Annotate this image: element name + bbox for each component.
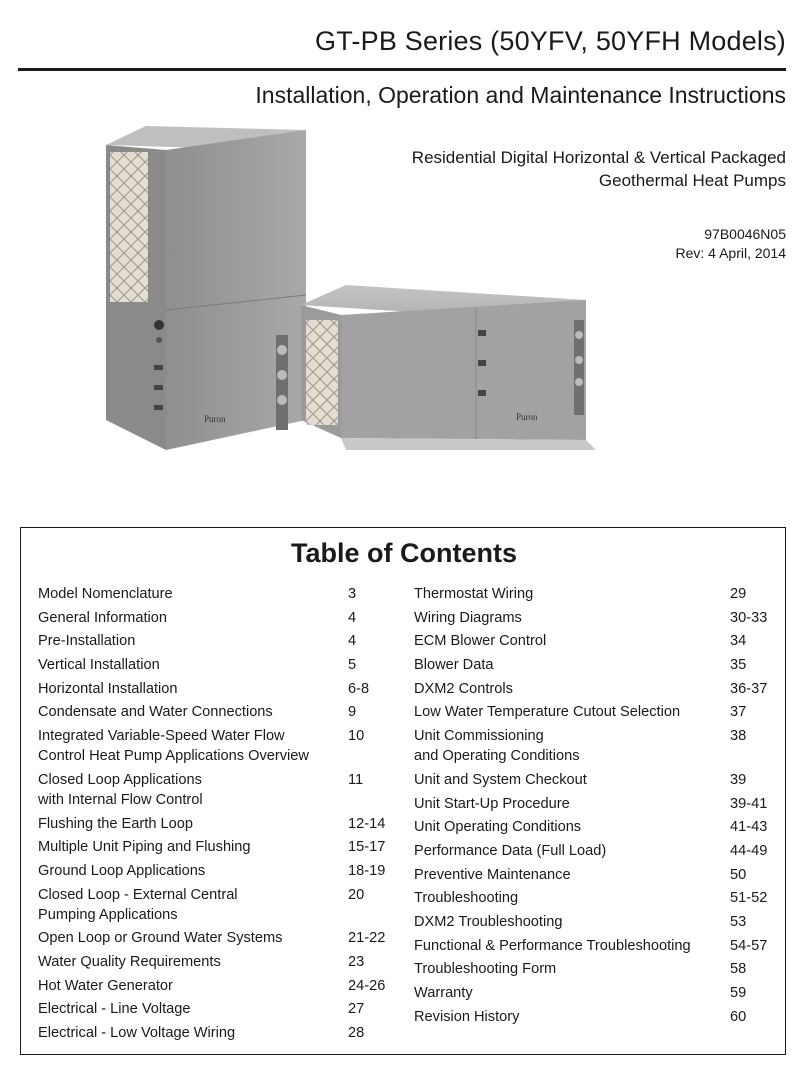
- toc-entry-page: 59: [730, 985, 747, 1001]
- toc-entry-title: [38, 702, 348, 722]
- toc-entry-title: [414, 841, 730, 861]
- toc-entry-title-line: Flushing the Earth Loop: [38, 815, 193, 832]
- toc-entry-page: 3: [348, 586, 357, 602]
- toc-right-column: [414, 584, 774, 1030]
- toc-entry[interactable]: [38, 885, 388, 925]
- toc-entry-page: 27: [348, 1001, 365, 1018]
- toc-entry-page: 23: [348, 953, 365, 970]
- toc-entry-title-line: General Information: [38, 609, 167, 626]
- vertical-unit-image: [106, 126, 306, 450]
- toc-entry[interactable]: [414, 608, 774, 628]
- toc-entry-page: 58: [730, 961, 747, 978]
- toc-entry-title: [414, 655, 730, 675]
- toc-entry[interactable]: [38, 702, 388, 722]
- toc-left-column: [38, 584, 388, 1047]
- toc-entry[interactable]: [414, 631, 774, 651]
- revision-date: Rev: 4 April, 2014: [675, 245, 786, 261]
- toc-entry-title-line: Integrated Variable-Speed Water Flow: [38, 728, 285, 745]
- toc-entry-title-line: Performance Data (Full Load): [414, 842, 607, 859]
- toc-entry-title: [38, 837, 348, 857]
- toc-entry-title-line: Electrical - Low Voltage Wiring: [38, 1025, 236, 1041]
- toc-entry[interactable]: [38, 679, 388, 699]
- toc-entry-page: 39-41: [730, 795, 768, 812]
- toc-entry-title: [414, 959, 730, 979]
- toc-entry[interactable]: [38, 770, 388, 810]
- toc-entry-page: 60: [730, 1008, 747, 1025]
- toc-entry-title: [38, 631, 348, 651]
- toc-entry-page: 54-57: [730, 937, 768, 954]
- toc-entry-page: 29: [730, 586, 747, 602]
- toc-entry[interactable]: [414, 1007, 774, 1027]
- toc-entry-title: [38, 726, 348, 766]
- toc-entry-title: [414, 679, 730, 699]
- toc-entry-title-line: DXM2 Controls: [414, 680, 513, 697]
- toc-entry-title-line: Multiple Unit Piping and Flushing: [38, 839, 251, 856]
- toc-entry-page: 35: [730, 657, 747, 674]
- toc-entry-title-line: Water Quality Requirements: [38, 953, 221, 970]
- toc-entry-title: [414, 702, 730, 722]
- toc-entry-title: [38, 679, 348, 699]
- toc-entry-page: 34: [730, 633, 747, 650]
- toc-entry-page: 4: [348, 633, 357, 650]
- toc-entry[interactable]: [414, 912, 774, 932]
- toc-entry-title: [38, 608, 348, 628]
- brand-label-left: Puron: [204, 414, 226, 424]
- toc-entry-title-line: Vertical Installation: [38, 657, 160, 674]
- toc-entry-page: 50: [730, 866, 747, 883]
- toc-entry-title: [38, 770, 348, 810]
- toc-entry-title: [38, 999, 348, 1019]
- toc-entry[interactable]: [38, 608, 388, 628]
- toc-entry-title-line: Closed Loop - External Central: [38, 886, 238, 903]
- toc-entry[interactable]: [38, 928, 388, 948]
- toc-entry[interactable]: [414, 865, 774, 885]
- toc-entry[interactable]: [414, 983, 774, 1003]
- toc-entry[interactable]: [414, 726, 774, 766]
- air-filter: [110, 152, 148, 302]
- toc-entry[interactable]: [414, 702, 774, 722]
- toc-entry-title-line: Functional & Performance Troubleshooting: [414, 937, 691, 954]
- toc-entry-title-line: Warranty: [414, 985, 473, 1001]
- subtitle-line-2: Geothermal Heat Pumps: [598, 171, 786, 190]
- toc-entry-title-line: and Operating Conditions: [414, 748, 580, 765]
- toc-entry-title: [414, 584, 730, 604]
- toc-entry[interactable]: [414, 817, 774, 837]
- toc-entry-title: [414, 1007, 730, 1027]
- toc-entry-title-line: Troubleshooting Form: [414, 961, 557, 978]
- toc-entry[interactable]: [414, 655, 774, 675]
- toc-entry[interactable]: [38, 814, 388, 834]
- toc-entry-page: 38: [730, 728, 747, 745]
- toc-entry-page: 53: [730, 913, 747, 930]
- toc-entry-page: 18-19: [348, 862, 386, 879]
- header-rule: [18, 68, 786, 71]
- toc-entry-title: [414, 726, 730, 766]
- product-photo: [96, 120, 616, 470]
- toc-entry-page: 6-8: [348, 680, 370, 697]
- toc-entry[interactable]: [38, 584, 388, 604]
- toc-entry-title: [38, 814, 348, 834]
- toc-entry-title: [38, 928, 348, 948]
- toc-entry-title-line: ECM Blower Control: [414, 633, 547, 650]
- toc-entry[interactable]: [414, 679, 774, 699]
- toc-entry-page: 30-33: [730, 609, 768, 626]
- document-title: Installation, Operation and Maintenance Instructions: [255, 82, 786, 108]
- series-title: GT-PB Series (50YFV, 50YFH Models): [315, 26, 786, 56]
- toc-entry-title: [38, 584, 348, 604]
- toc-entry-title-line: Low Water Temperature Cutout Selection: [414, 704, 681, 721]
- toc-entry-title-line: DXM2 Troubleshooting: [414, 913, 563, 930]
- toc-entry-page: 24-26: [348, 977, 386, 994]
- toc-entry[interactable]: [38, 631, 388, 651]
- subtitle-line-1: Residential Digital Horizontal & Vertical Packaged: [411, 148, 786, 167]
- toc-entry-title-line: Horizontal Installation: [38, 680, 178, 697]
- toc-entry-title-line: Unit Commissioning: [414, 728, 544, 745]
- toc-entry[interactable]: [38, 952, 388, 972]
- toc-entry[interactable]: [38, 1023, 388, 1043]
- toc-entry[interactable]: [414, 959, 774, 979]
- toc-entry-title-line: Open Loop or Ground Water Systems: [38, 930, 283, 947]
- toc-entry-title-line: Unit and System Checkout: [414, 771, 587, 788]
- toc-entry-title: [38, 861, 348, 881]
- document-number-block: [675, 225, 786, 263]
- toc-entry-page: 28: [348, 1025, 365, 1041]
- toc-entry-title: [414, 912, 730, 932]
- toc-entry[interactable]: [38, 976, 388, 996]
- toc-entry-title-line: with Internal Flow Control: [38, 791, 203, 808]
- toc-entry-title: [38, 655, 348, 675]
- toc-entry-title: [38, 976, 348, 996]
- toc-entry-page: 15-17: [348, 839, 386, 856]
- toc-entry-title: [414, 983, 730, 1003]
- toc-entry-title-line: Pumping Applications: [38, 906, 178, 923]
- toc-entry[interactable]: [38, 655, 388, 675]
- horizontal-unit-image: [301, 285, 596, 450]
- toc-entry[interactable]: [414, 584, 774, 604]
- toc-entry-title-line: Closed Loop Applications: [38, 771, 202, 788]
- toc-entry[interactable]: [414, 888, 774, 908]
- toc-entry-page: 36-37: [730, 680, 768, 697]
- toc-entry[interactable]: [414, 770, 774, 790]
- toc-heading: Table of Contents: [291, 538, 517, 568]
- toc-entry-title: [414, 608, 730, 628]
- toc-entry[interactable]: [414, 841, 774, 861]
- toc-entry[interactable]: [414, 794, 774, 814]
- toc-entry-page: 11: [348, 771, 364, 788]
- toc-entry-title-line: Preventive Maintenance: [414, 866, 571, 883]
- toc-entry-page: 21-22: [348, 930, 386, 947]
- toc-entry-title: [414, 936, 730, 956]
- toc-entry-page: 44-49: [730, 842, 768, 859]
- toc-entry[interactable]: [38, 999, 388, 1019]
- toc-entry-title: [414, 865, 730, 885]
- toc-entry-page: 20: [348, 886, 365, 903]
- toc-entry-title-line: Troubleshooting: [414, 890, 519, 907]
- toc-entry-title: [414, 888, 730, 908]
- toc-entry-title: [38, 1023, 348, 1043]
- toc-entry[interactable]: [38, 861, 388, 881]
- document-number: 97B0046N05: [704, 226, 786, 242]
- toc-entry-title-line: Electrical - Line Voltage: [38, 1001, 191, 1018]
- toc-entry-page: 37: [730, 704, 747, 721]
- toc-entry-title-line: Unit Operating Conditions: [414, 819, 582, 836]
- toc-entry-page: 4: [348, 609, 357, 626]
- toc-entry-page: 41-43: [730, 819, 768, 836]
- toc-entry-title: [414, 770, 730, 790]
- toc-entry-title: [414, 817, 730, 837]
- toc-entry-title-line: Unit Start-Up Procedure: [414, 795, 570, 812]
- toc-entry-page: 51-52: [730, 890, 768, 907]
- toc-entry-page: 9: [348, 704, 357, 721]
- toc-entry-title-line: Pre-Installation: [38, 633, 136, 650]
- toc-entry-page: 5: [348, 657, 357, 674]
- toc-entry-title-line: Condensate and Water Connections: [38, 704, 273, 721]
- toc-entry-title-line: Model Nomenclature: [38, 586, 173, 602]
- toc-entry[interactable]: [414, 936, 774, 956]
- toc-entry-title: [414, 794, 730, 814]
- toc-entry-title: [414, 631, 730, 651]
- toc-entry-title-line: Ground Loop Applications: [38, 862, 206, 879]
- toc-entry[interactable]: [38, 837, 388, 857]
- brand-label-right: Puron: [516, 412, 538, 422]
- toc-entry-title: [38, 885, 348, 925]
- toc-entry-title-line: Revision History: [414, 1008, 520, 1025]
- toc-entry-page: 39: [730, 771, 747, 788]
- toc-entry-title-line: Wiring Diagrams: [414, 609, 522, 626]
- toc-entry-page: 12-14: [348, 815, 386, 832]
- toc-entry-title-line: Blower Data: [414, 657, 494, 674]
- toc-entry-title: [38, 952, 348, 972]
- toc-entry[interactable]: [38, 726, 388, 766]
- toc-entry-title-line: Hot Water Generator: [38, 977, 173, 994]
- toc-entry-title-line: Thermostat Wiring: [414, 586, 534, 602]
- toc-entry-page: 10: [348, 728, 365, 745]
- toc-entry-title-line: Control Heat Pump Applications Overview: [38, 748, 309, 765]
